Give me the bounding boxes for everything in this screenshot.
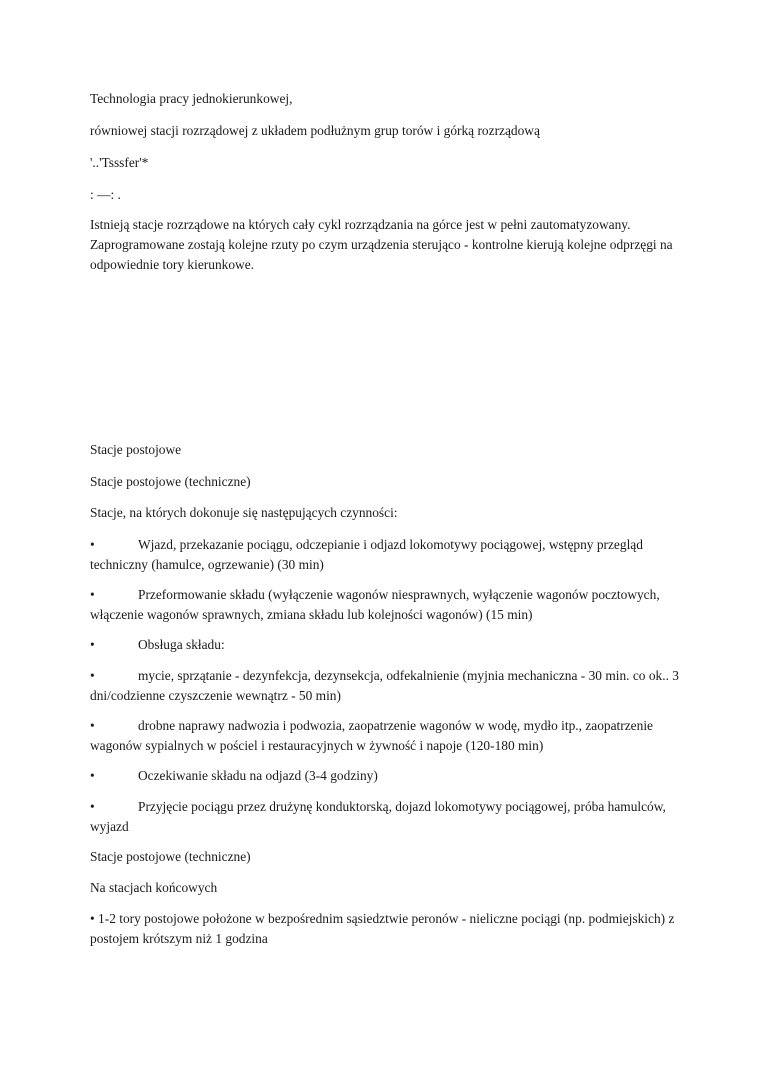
list-item [90,535,680,575]
list-item [90,797,680,837]
bullet-symbol: • [90,718,95,733]
list-item [90,666,680,706]
intro-paragraph: Istnieją stacje rozrządowe na których cały cykl rozrządzania na górce jest w pełni zautomatyzowany. Zaprogramowane zostają kolejne rzuty po czym urządzenia sterująco - kontrolne kierują kolejne odprzęgi na odpowiednie tory kierunkowe. [90,217,673,272]
ocr-artifact-1: '..'Tsssfer'* [90,155,149,170]
title-line-1: Technologia pracy jednokierunkowej, [90,91,293,106]
heading-stations: Stacje postojowe [90,442,182,457]
list-item [90,635,680,655]
list-item-text: Przyjęcie pociągu przez drużynę konduktorską, dojazd lokomotywy pociągowej, próba hamulców, wyjazd [90,799,666,834]
list-item-text: mycie, sprzątanie - dezynfekcja, dezynsekcja, odfekalnienie (myjnia mechaniczna - 30 min. co ok.. 3 dni/codzienne czyszczenie wewnątrz - 50 min) [90,668,679,703]
list-item-text: Obsługa składu: [138,637,225,652]
bullet-symbol: • [90,668,95,683]
bullet-symbol: • [90,637,95,652]
heading-stations-technical: Stacje postojowe (techniczne) [90,474,251,489]
title-line-2: równiowej stacji rozrządowej z układem podłużnym grup torów i górką rozrządową [90,123,540,138]
terminal-item: • 1-2 tory postojowe położone w bezpośrednim sąsiedztwie peronów - nieliczne pociągi (np. podmiejskich) z postojem krótszym niż 1 godzina [90,911,675,946]
heading-terminal: Na stacjach końcowych [90,880,218,895]
bullet-symbol: • [90,768,95,783]
list-item [90,585,680,625]
list-item [90,766,680,786]
bullet-symbol: • [90,799,95,814]
bullet-symbol: • [90,587,95,602]
bullet-symbol: • [90,537,95,552]
heading-stations-technical-2: Stacje postojowe (techniczne) [90,849,251,864]
list-item-text: Oczekiwanie składu na odjazd (3-4 godziny) [138,768,378,783]
activities-intro: Stacje, na których dokonuje się następujących czynności: [90,505,398,520]
ocr-artifact-2: : —: . [90,187,121,202]
list-item-text: Przeformowanie składu (wyłączenie wagonów niesprawnych, wyłączenie wagonów pocztowych, włączenie wagonów sprawnych, zmiana składu lub kolejności wagonów) (15 min) [90,587,660,622]
list-item-text: drobne naprawy nadwozia i podwozia, zaopatrzenie wagonów w wodę, mydło itp., zaopatrzenie wagonów sypialnych w pościel i restauracyjnych w żywność i napoje (120-180 min) [90,718,653,753]
list-item [90,716,680,756]
list-item-text: Wjazd, przekazanie pociągu, odczepianie i odjazd lokomotywy pociągowej, wstępny przegląd techniczny (hamulce, ogrzewanie) (30 min) [90,537,643,572]
